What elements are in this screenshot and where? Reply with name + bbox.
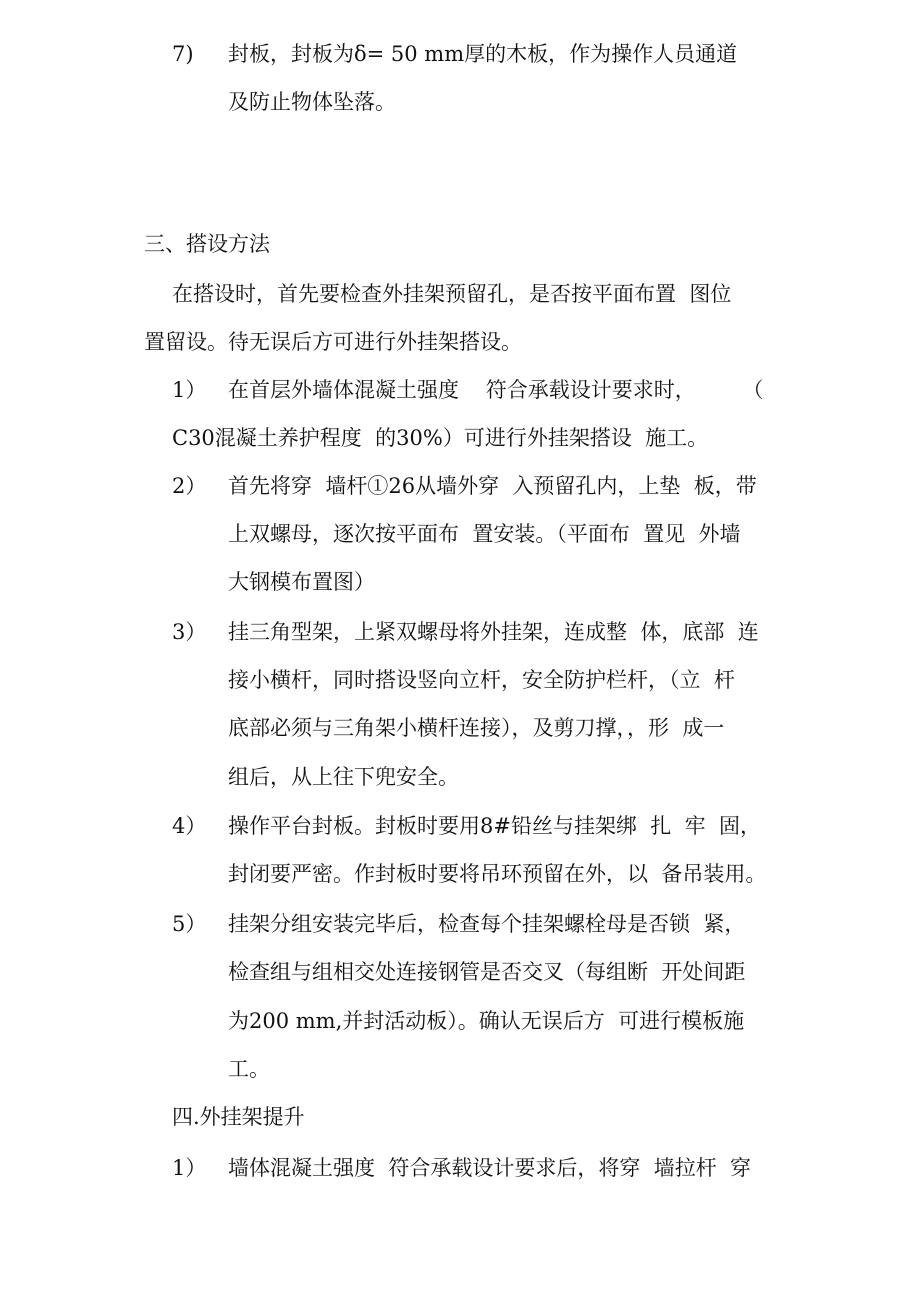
paragraph-line: 组后，从上往下兜安全。 [228,765,459,789]
paragraph-line: 操作平台封板。封板时要用8#铅丝与挂架绑 扎 牢 固， [228,814,762,838]
paragraph-line: 首先将穿 墙杆①26从墙外穿 入预留孔内，上垫 板，带 [228,474,757,498]
paragraph-line: 在搭设时，首先要检查外挂架预留孔，是否按平面布置 图位 [172,282,732,306]
list-number: 1） [172,378,207,402]
list-number: 4） [172,814,207,838]
paragraph-line: 封板，封板为δ= 50 mm厚的木板，作为操作人员通道 [228,42,738,66]
paragraph-line: 在首层外墙体混凝土强度 符合承载设计要求时， （ [228,378,764,402]
list-number: 7) [172,42,194,66]
paragraph-line: 接小横杆，同时搭设竖向立杆，安全防护栏杆，（立 杆 [228,668,735,692]
paragraph-line: 挂架分组安装完毕后，检查每个挂架螺栓母是否锁 紧， [228,912,746,936]
paragraph-line: 墙体混凝土强度 符合承载设计要求后，将穿 墙拉杆 穿 [228,1156,752,1180]
list-number: 3） [172,620,207,644]
list-number: 2） [172,474,207,498]
paragraph-line: 为200 mm,并封活动板）。确认无误后方 可进行模板施 [228,1009,745,1033]
section-heading: 四.外挂架提升 [172,1105,305,1129]
paragraph-line: 底部必须与三角架小横杆连接），及剪刀撑，，形 成一 [228,716,725,740]
paragraph-line: 封闭要严密。作封板时要将吊环预留在外，以 备吊装用。 [228,862,767,886]
paragraph-line: 挂三角型架，上紧双螺母将外挂架，连成整 体，底部 连 [228,620,759,644]
list-number: 5） [172,912,207,936]
paragraph-line: 置留设。待无误后方可进行外挂架搭设。 [144,330,522,354]
paragraph-line: 大钢模布置图） [228,570,375,594]
section-heading: 三、搭设方法 [144,232,270,256]
paragraph-line: 检查组与组相交处连接钢管是否交叉（每组断 开处间距 [228,960,746,984]
paragraph-line: 及防止物体坠落。 [228,90,396,114]
paragraph-line: 上双螺母，逐次按平面布 置安装。（平面布 置见 外墙 [228,522,741,546]
list-number: 1） [172,1156,207,1180]
paragraph-line: 工。 [228,1057,270,1081]
paragraph-line: C30混凝土养护程度 的30%）可进行外挂架搭设 施工。 [172,426,709,450]
